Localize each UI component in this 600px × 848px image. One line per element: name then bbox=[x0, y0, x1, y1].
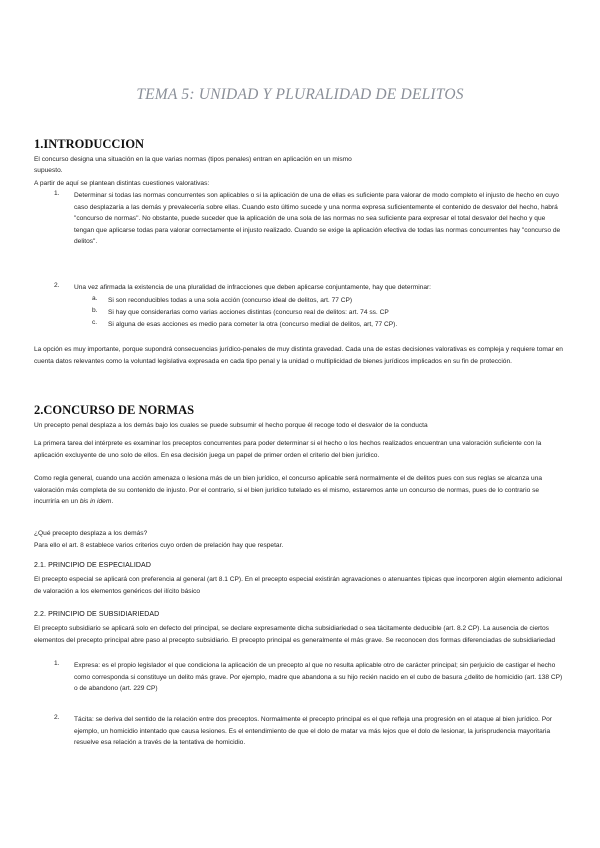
subsidiariedad-paragraph: El precepto subsidiario se aplicará solo en defecto del principal, se declare expresamente dicha subsidiariedad o sea tácitamente deducible (art. 8.2 CP). La ausencia de ciertos elementos del precepto principal abre paso al precepto subsidiario. El precepto principal es generalmente el más grave. Se reconocen dos formas diferenciadas de subsidiariedad bbox=[34, 625, 556, 644]
section-heading-concurso-normas: 2.CONCURSO DE NORMAS bbox=[34, 403, 195, 417]
intro-paragraph-3: La opción es muy importante, porque supondrá consecuencias jurídico-penales de muy distinta gravedad. Cada una de estas decisiones valorativas es compleja y requiere tomar en cuenta datos relevantes como la voluntad legislativa expresada en cada tipo penal y la unidad o multiplicidad de bienes jurídicos implicados en su fin de protección. bbox=[34, 346, 563, 365]
intro-paragraph-1b: supuesto. bbox=[34, 167, 63, 174]
list-item: Tácita: se deriva del sentido de la relación entre dos preceptos. Normalmente el precepto principal es el que refleja una progresión en el ataque al bien jurídico. Por ejemplo, un homicidio intentado que causa lesiones. Es el entendimiento de que el dolo de matar va más lejos que el dolo de lesionar, la jurisprudencia mayoritaria resuelve esa relación a través de la tentativa de homicidio. bbox=[74, 716, 552, 747]
normas-paragraph-1: Un precepto penal desplaza a los demás bajo los cuales se puede subsumir el hecho porque él recoge todo el desvalor de la conducta bbox=[34, 422, 428, 429]
especialidad-paragraph: El precepto especial se aplicará con preferencia al general (art 8.1 CP). En el precepto especial existirán agravaciones o atenuantes típicas que incorporen algún elemento adicional de valoración a los elementos genéricos del ilícito básico bbox=[34, 576, 563, 595]
sublist-item: Si hay que considerarlas como varias acciones distintas (concurso real de delitos: art. 74 ss. CP bbox=[108, 309, 389, 316]
sublist-letter: b. bbox=[92, 307, 98, 314]
section-heading-introduccion: 1.INTRODUCCION bbox=[34, 137, 145, 151]
normas-paragraph-3: Como regla general, cuando una acción amenaza o lesiona más de un bien jurídico, el concurso aplicable será normalmente el de delitos pues con sus reglas se alcanza una valoración más completa de su contenido de injusto. Por el contrario, si el bien jurídico tutelado es el mismo, estaremos ante un concurso de normas, pues de lo contrario se incurriría en un bis in idem. bbox=[34, 475, 543, 506]
intro-paragraph-2: A partir de aquí se plantean distintas cuestiones valorativas: bbox=[34, 180, 210, 187]
list-number: 2. bbox=[54, 714, 60, 721]
list-item: Expresa: es el propio legislador el que condiciona la aplicación de un precepto al que no resulta aplicable otro de carácter principal; sin perjuicio de castigar el hecho como corresponda si constituye un delito más grave. Por ejemplo, madre que abandona a su hijo recién nacido en el cubo de basura ¿delito de homicidio (art. 138 CP) o de abandono (art. 229 CP) bbox=[74, 662, 563, 693]
question-answer: Para ello el art. 8 establece varios criterios cuyo orden de prelación hay que respetar. bbox=[34, 542, 284, 549]
document-title: TEMA 5: UNIDAD Y PLURALIDAD DE DELITOS bbox=[136, 86, 464, 103]
list-item: Determinar si todas las normas concurrentes son aplicables o si la aplicación de una de ellas es suficiente para valorar de modo completo el injusto de hecho en cuyo caso desplazaría a las demás y prevalecería sobre ellas. Cuando esto último sucede y una norma expresa suficientemente el contenido de desvalor del hecho, habrá "concurso de normas". No obstante, puede suceder que la aplicación de una sola de las normas no sea suficiente para expresar el total desvalor del hecho y que tengan que aplicarse todas para valorar correctamente el injusto realizado. Cuando se exige la aplicación efectiva de todas las normas concurrentes hay "concurso de delitos". bbox=[74, 192, 561, 246]
subsection-heading-especialidad: 2.1. PRINCIPIO DE ESPECIALIDAD bbox=[34, 562, 151, 569]
question-line: ¿Qué precepto desplaza a los demás? bbox=[34, 530, 148, 537]
intro-paragraph-1: El concurso designa una situación en la que varias normas (tipos penales) entran en aplicación en un mismo bbox=[34, 156, 352, 163]
sublist-letter: a. bbox=[92, 295, 98, 302]
list-number: 1. bbox=[54, 660, 60, 667]
sublist-letter: c. bbox=[92, 319, 98, 326]
normas-paragraph-2: La primera tarea del intérprete es examinar los preceptos concurrentes para poder determinar si el hecho o los hechos realizados encuentran una valoración suficiente con la aplicación excluyente de uno solo de ellos. En esa decisión juega un papel de primer orden el criterio del bien jurídico. bbox=[34, 440, 542, 459]
subsection-heading-subsidiariedad: 2.2. PRINCIPIO DE SUBSIDIARIEDAD bbox=[34, 611, 160, 618]
list-number: 2. bbox=[54, 282, 60, 289]
list-item: Una vez afirmada la existencia de una pluralidad de infracciones que deben aplicarse conjuntamente, hay que determinar: bbox=[74, 284, 432, 291]
sublist-item: Si alguna de esas acciones es medio para cometer la otra (concurso medial de delitos, art, 77 CP). bbox=[108, 321, 398, 328]
list-number: 1. bbox=[54, 190, 60, 197]
sublist-item: Si son reconducibles todas a una sola acción (concurso ideal de delitos, art. 77 CP) bbox=[108, 297, 353, 304]
